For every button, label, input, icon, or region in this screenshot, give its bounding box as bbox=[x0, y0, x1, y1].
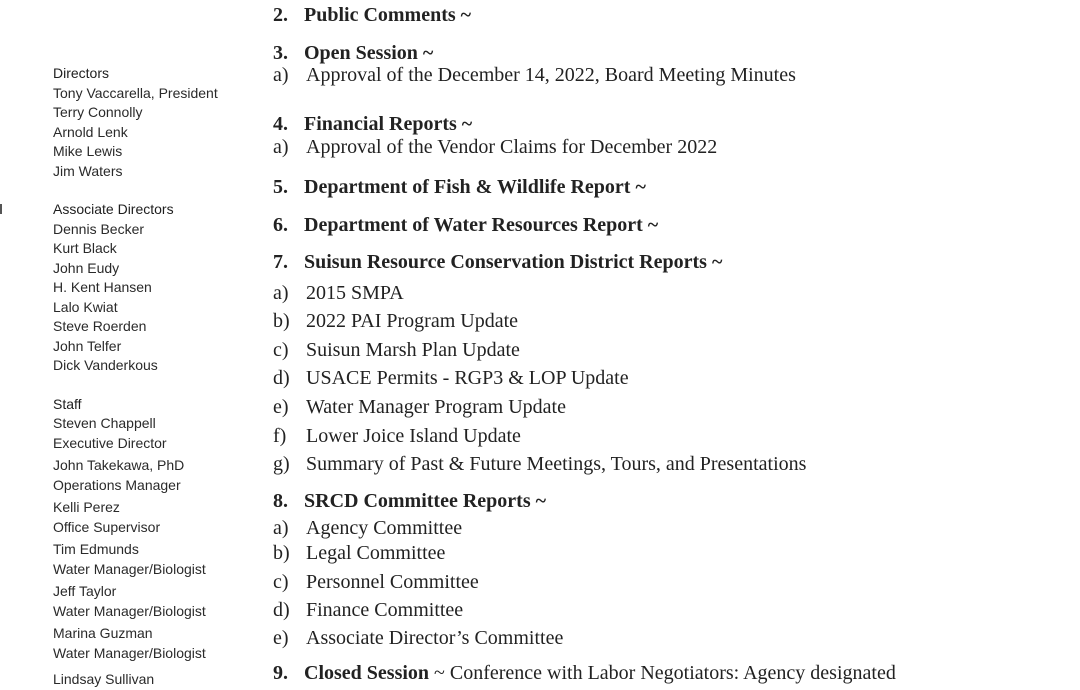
staff-group bbox=[53, 395, 253, 664]
item-letter: b) bbox=[273, 310, 290, 332]
staff-name: Jeff Taylor bbox=[53, 583, 117, 599]
item-text: Summary of Past & Future Meetings, Tours, and Presentations bbox=[306, 453, 807, 475]
section-number: 8. bbox=[273, 490, 288, 512]
item-letter: a) bbox=[273, 136, 289, 158]
staff-name: John Takekawa, PhD bbox=[53, 457, 185, 473]
staff-name: Tim Edmunds bbox=[53, 541, 139, 557]
item-letter: b) bbox=[273, 542, 290, 564]
agenda-section-5 bbox=[273, 176, 646, 199]
staff-member bbox=[53, 624, 253, 663]
item-text: Approval of the December 14, 2022, Board Meeting Minutes bbox=[306, 64, 796, 86]
section-title: Closed Session bbox=[304, 662, 430, 684]
staff-member bbox=[53, 582, 253, 621]
section-title: Open Session ~ bbox=[304, 42, 434, 64]
staff-role: Water Manager/Biologist bbox=[53, 644, 206, 661]
agenda-item bbox=[273, 367, 629, 390]
item-text: USACE Permits - RGP3 & LOP Update bbox=[306, 367, 629, 389]
section-title: Department of Water Resources Report ~ bbox=[304, 214, 659, 236]
sidebar-roster bbox=[53, 64, 253, 687]
agenda-item bbox=[273, 542, 445, 565]
item-letter: a) bbox=[273, 282, 289, 304]
agenda-item bbox=[273, 599, 463, 622]
agenda-item bbox=[273, 571, 479, 594]
associate-directors-heading: Associate Directors bbox=[53, 201, 174, 217]
item-letter: d) bbox=[273, 367, 290, 389]
staff-role: Office Supervisor bbox=[53, 518, 161, 535]
associate-director-name: John Telfer bbox=[53, 337, 122, 354]
staff-member bbox=[53, 456, 253, 495]
section-number: 3. bbox=[273, 42, 288, 64]
item-letter: e) bbox=[273, 396, 289, 418]
item-text: Approval of the Vendor Claims for December 2022 bbox=[306, 136, 718, 158]
left-edge-mark bbox=[0, 204, 2, 214]
agenda-section-3 bbox=[273, 42, 433, 65]
staff-name: Lindsay Sullivan bbox=[53, 671, 155, 687]
agenda-section-7 bbox=[273, 251, 722, 274]
section-number: 9. bbox=[273, 662, 288, 684]
item-letter: a) bbox=[273, 64, 289, 86]
section-description: ~ Conference with Labor Negotiators: Agency designated bbox=[429, 662, 896, 684]
director-name: Mike Lewis bbox=[53, 143, 123, 159]
associate-directors-group bbox=[53, 200, 253, 376]
staff-role: Executive Director bbox=[53, 434, 167, 451]
item-letter: g) bbox=[273, 453, 290, 475]
section-title: SRCD Committee Reports ~ bbox=[304, 490, 547, 512]
item-text: Personnel Committee bbox=[306, 571, 479, 593]
agenda-item bbox=[273, 136, 717, 159]
item-text: Lower Joice Island Update bbox=[306, 425, 521, 447]
section-title: Suisun Resource Conservation District Reports ~ bbox=[304, 251, 723, 273]
agenda-section-2 bbox=[273, 4, 471, 27]
staff-name: Kelli Perez bbox=[53, 499, 120, 515]
director-name: Arnold Lenk bbox=[53, 123, 128, 140]
staff-member bbox=[53, 540, 253, 579]
agenda-section-8 bbox=[273, 490, 546, 513]
associate-director-name: Lalo Kwiat bbox=[53, 298, 118, 315]
item-letter: d) bbox=[273, 599, 290, 621]
section-number: 7. bbox=[273, 251, 288, 273]
item-letter: f) bbox=[273, 425, 287, 447]
item-text: Finance Committee bbox=[306, 599, 464, 621]
directors-group bbox=[53, 64, 253, 181]
associate-director-name: Kurt Black bbox=[53, 240, 117, 256]
staff-member bbox=[53, 498, 253, 537]
staff-name: Steven Chappell bbox=[53, 415, 156, 431]
item-letter: c) bbox=[273, 339, 289, 361]
item-text: Associate Director’s Committee bbox=[306, 627, 564, 649]
staff-role: Water Manager/Biologist bbox=[53, 560, 206, 577]
director-name: Tony Vaccarella, President bbox=[53, 84, 218, 101]
staff-role: Water Manager/Biologist bbox=[53, 602, 206, 619]
item-text: Suisun Marsh Plan Update bbox=[306, 339, 520, 361]
item-text: Legal Committee bbox=[306, 542, 446, 564]
section-title: Public Comments ~ bbox=[304, 4, 472, 26]
item-text: 2022 PAI Program Update bbox=[306, 310, 519, 332]
staff-cutoff-line bbox=[53, 670, 213, 687]
item-letter: c) bbox=[273, 571, 289, 593]
directors-heading: Directors bbox=[53, 65, 110, 81]
section-number: 5. bbox=[273, 176, 288, 198]
associate-director-name: Steve Roerden bbox=[53, 318, 147, 334]
section-number: 6. bbox=[273, 214, 288, 236]
staff-member bbox=[53, 414, 253, 453]
item-text: 2015 SMPA bbox=[306, 282, 404, 304]
agenda-item bbox=[273, 425, 521, 448]
agenda-item bbox=[273, 339, 520, 362]
agenda-item bbox=[273, 396, 566, 419]
agenda-item bbox=[273, 64, 796, 87]
section-number: 2. bbox=[273, 4, 288, 26]
item-text: Water Manager Program Update bbox=[306, 396, 566, 418]
agenda-item bbox=[273, 310, 518, 333]
director-name: Jim Waters bbox=[53, 162, 123, 179]
agenda-section-4 bbox=[273, 113, 472, 136]
associate-director-name: H. Kent Hansen bbox=[53, 279, 152, 295]
agenda-item bbox=[273, 517, 462, 540]
section-title: Financial Reports ~ bbox=[304, 113, 473, 135]
item-letter: e) bbox=[273, 627, 289, 649]
agenda-item bbox=[273, 627, 563, 650]
agenda-item bbox=[273, 453, 806, 476]
staff-heading: Staff bbox=[53, 395, 82, 412]
associate-director-name: Dick Vanderkous bbox=[53, 357, 158, 373]
associate-director-name: John Eudy bbox=[53, 259, 120, 276]
staff-role: Operations Manager bbox=[53, 476, 181, 493]
agenda-section-9 bbox=[273, 662, 896, 685]
agenda-section-6 bbox=[273, 214, 658, 237]
section-number: 4. bbox=[273, 113, 288, 135]
director-name: Terry Connolly bbox=[53, 104, 143, 120]
item-letter: a) bbox=[273, 517, 289, 539]
section-title: Department of Fish & Wildlife Report ~ bbox=[304, 176, 646, 198]
item-text: Agency Committee bbox=[306, 517, 463, 539]
associate-director-name: Dennis Becker bbox=[53, 220, 145, 237]
agenda-item bbox=[273, 282, 404, 305]
staff-name: Marina Guzman bbox=[53, 625, 153, 641]
